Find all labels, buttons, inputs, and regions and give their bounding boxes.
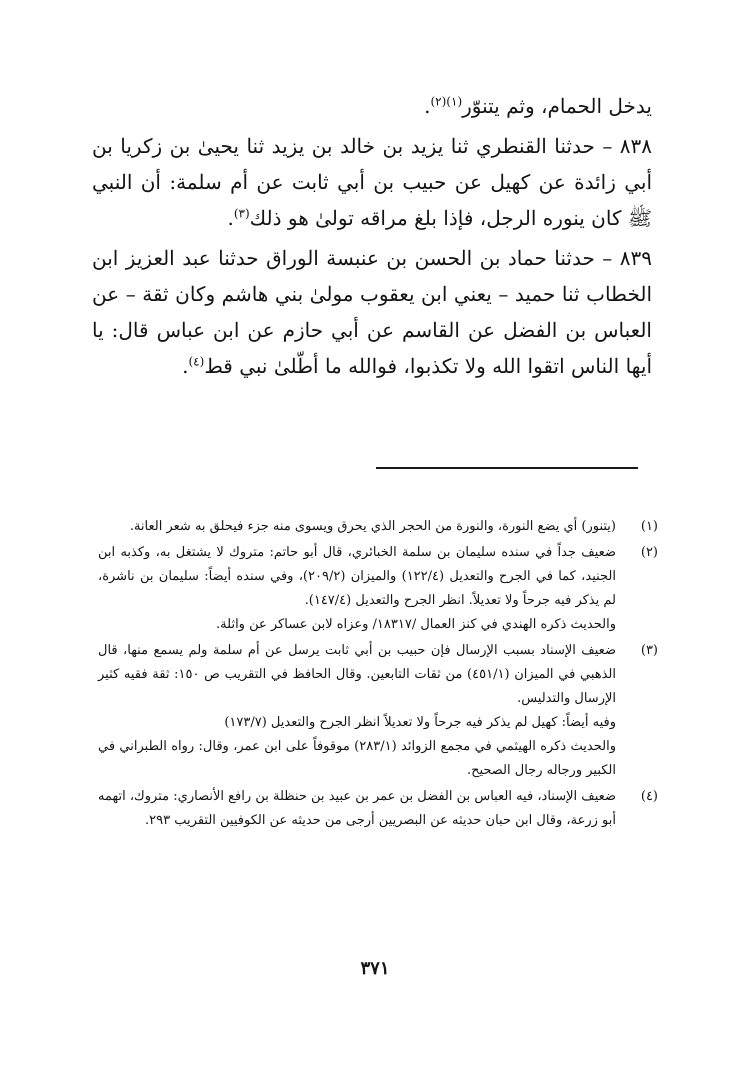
footnote-text: والحديث ذكره الهيثمي في مجمع الزوائد (٢٨٣/١) موقوفاً على ابن عمر، وقال: رواه الطبراني في الكبير ورجاله رجال الصحيح. — [98, 739, 616, 778]
footnote-number: (٤) — [640, 789, 658, 804]
paragraph-end: . — [227, 206, 234, 230]
footnote-number: (١) — [640, 519, 658, 534]
footnote-text: ضعيف جداً في سنده سليمان بن سلمة الخبائري، قال أبو حاتم: متروك لا يشتغل به، وكذبه ابن الجنيد، كما في الجرح والتعديل (١٢٢/٤) والميزان (٢٠٩/٢)، وفي سنده أيضاً: سليمان بن ناشرة، لم يذكر فيه جرحاً ولا تعديلاً. انظر الجرح والتعديل (١٤٧/٤). — [98, 545, 617, 608]
footnote-body — [98, 515, 616, 539]
footnotes — [98, 515, 658, 835]
paragraph-text: يدخل الحمام، وثم يتنوّر — [462, 94, 652, 118]
footnote-text: ضعيف الإسناد بسبب الإرسال فإن حبيب بن أبي ثابت يرسل عن أم سلمة ولم يسمع منها، قال الذهبي في الميزان (٤٥١/١) من ثقات التابعين. وقال الحافظ في التقريب ص ١٥٠: ثقة فقيه كثير الإرسال والتدليس. — [98, 643, 616, 706]
footnote-separator — [376, 467, 638, 469]
footnote-number: (٢) — [640, 545, 658, 560]
footnote-4 — [98, 785, 658, 833]
main-text — [92, 88, 652, 384]
hadith-838 — [92, 128, 652, 236]
footnote-3 — [98, 639, 658, 783]
footnote-body — [98, 639, 616, 783]
paragraph-text: ٨٣٨ – حدثنا القنطري ثنا يزيد بن خالد بن يزيد ثنا يحيىٰ بن زكريا بن أبي زائدة عن كهيل عن حبيب بن أبي ثابت عن أم سلمة: أن النبي ﷺ كان ينوره الرجل، فإذا بلغ مراقه تولىٰ هو ذلك — [92, 134, 652, 230]
hadith-continuation — [92, 88, 652, 124]
footnote-ref: (١)(٢) — [430, 94, 463, 109]
paragraph-text: ٨٣٩ – حدثنا حماد بن الحسن بن عنبسة الوراق حدثنا عبد العزيز ابن الخطاب ثنا حميد – يعني ابن يعقوب مولىٰ بني هاشم وكان ثقة – عن العباس بن الفضل عن القاسم عن أبي حازم عن ابن عباس قال: يا أيها الناس اتقوا الله ولا تكذبوا، فوالله ما أطّلىٰ نبي قط — [92, 246, 652, 378]
footnote-text: والحديث ذكره الهندي في كنز العمال /١٨٣١٧/ وعزاه لابن عساكر عن واثلة. — [216, 617, 616, 632]
footnote-2 — [98, 541, 658, 637]
footnote-text: وفيه أيضاً: كهيل لم يذكر فيه جرحاً ولا تعديلاً انظر الجرح والتعديل (١٧٣/٧) — [224, 715, 616, 730]
footnote-body — [98, 785, 616, 833]
footnote-ref: (٣) — [233, 206, 250, 221]
hadith-839 — [92, 240, 652, 384]
footnote-text: ضعيف الإسناد، فيه العباس بن الفضل بن عمر بن عبيد بن حنظلة بن رافع الأنصاري: متروك، اتهمه أبو زرعة، وقال ابن حبان حديثه عن البصريين أرجى من حديثه عن الكوفيين التقريب ٢٩٣. — [98, 789, 616, 828]
paragraph-end: . — [424, 94, 431, 118]
page-number: ٣٧١ — [360, 958, 390, 979]
footnote-ref: (٤) — [188, 354, 205, 369]
footnote-body — [98, 541, 616, 637]
footnote-text: (يتنور) أي يضع النورة، والنورة من الحجر الذي يحرق ويسوى منه جزء فيحلق به شعر العانة. — [129, 519, 616, 534]
footnote-1 — [98, 515, 658, 539]
footnote-number: (٣) — [640, 643, 658, 658]
paragraph-end: . — [182, 354, 189, 378]
